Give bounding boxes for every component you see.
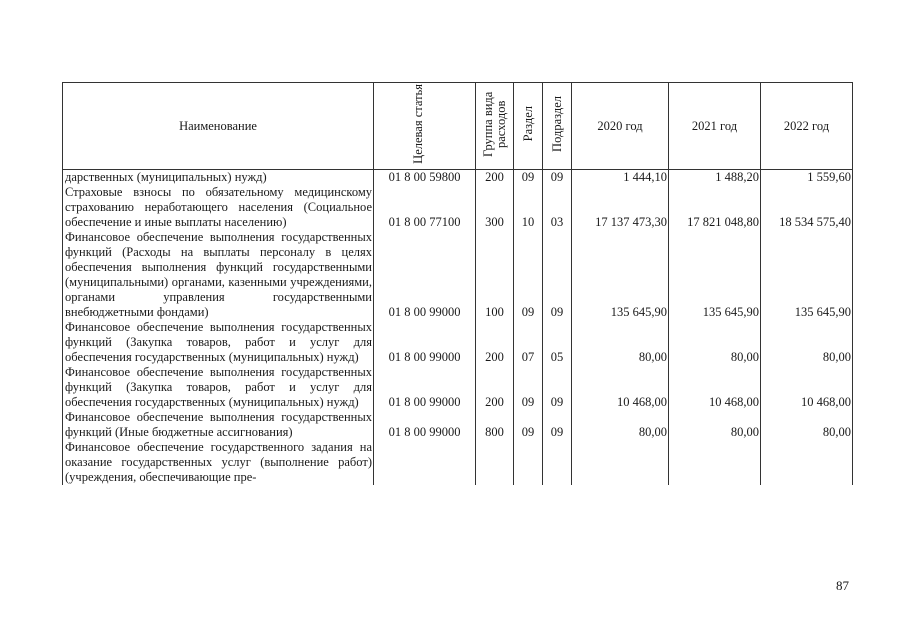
row-subsection: 09 <box>543 230 572 320</box>
row-target-article: 01 8 00 99000 <box>374 320 476 365</box>
row-value-2021 <box>669 440 761 485</box>
table-row <box>63 440 853 485</box>
header-target-article: Целевая статья <box>374 83 476 170</box>
row-name: дарственных (муниципальных) нужд) <box>63 170 374 186</box>
row-name: Финансовое обеспечение выполнения государственных функций (Расходы на выплаты персоналу в целях обеспечения выполнения функций государственными (муниципальными) органами, казенными учреждениями, органами управления государственными внебюджетными фондами) <box>63 230 374 320</box>
row-section: 09 <box>514 230 543 320</box>
row-value-2021: 10 468,00 <box>669 365 761 410</box>
row-value-2022: 18 534 575,40 <box>761 185 853 230</box>
row-subsection: 09 <box>543 170 572 186</box>
row-section: 07 <box>514 320 543 365</box>
row-expense-group: 800 <box>476 410 514 440</box>
row-expense-group: 100 <box>476 230 514 320</box>
row-name: Финансовое обеспечение выполнения государственных функций (Закупка товаров, работ и услуг для обеспечения государственных (муниципальных) нужд) <box>63 320 374 365</box>
row-expense-group <box>476 440 514 485</box>
table-header-row <box>63 83 853 170</box>
row-value-2021: 80,00 <box>669 320 761 365</box>
row-target-article <box>374 440 476 485</box>
row-section: 09 <box>514 170 543 186</box>
row-value-2022: 1 559,60 <box>761 170 853 186</box>
page-number: 87 <box>836 578 849 593</box>
header-2021: 2021 год <box>669 83 761 170</box>
row-section: 09 <box>514 410 543 440</box>
row-target-article: 01 8 00 99000 <box>374 365 476 410</box>
row-value-2022 <box>761 440 853 485</box>
row-value-2020: 10 468,00 <box>572 365 669 410</box>
row-value-2022: 80,00 <box>761 320 853 365</box>
row-subsection: 05 <box>543 320 572 365</box>
row-value-2020: 17 137 473,30 <box>572 185 669 230</box>
row-target-article: 01 8 00 99000 <box>374 410 476 440</box>
row-subsection: 03 <box>543 185 572 230</box>
row-subsection <box>543 440 572 485</box>
header-subsection: Подраздел <box>543 83 572 170</box>
table-row <box>63 230 853 320</box>
row-value-2020: 1 444,10 <box>572 170 669 186</box>
row-value-2020: 135 645,90 <box>572 230 669 320</box>
table-row <box>63 185 853 230</box>
header-2022: 2022 год <box>761 83 853 170</box>
row-target-article: 01 8 00 77100 <box>374 185 476 230</box>
row-section <box>514 440 543 485</box>
row-value-2021: 17 821 048,80 <box>669 185 761 230</box>
header-section: Раздел <box>514 83 543 170</box>
header-name: Наименование <box>63 83 374 170</box>
row-expense-group: 200 <box>476 170 514 186</box>
row-value-2021: 135 645,90 <box>669 230 761 320</box>
table-row <box>63 170 853 186</box>
row-value-2022: 10 468,00 <box>761 365 853 410</box>
row-section: 10 <box>514 185 543 230</box>
row-name: Страховые взносы по обязательному медицинскому страхованию неработающего населения (Социальное обеспечение и иные выплаты населению) <box>63 185 374 230</box>
row-target-article: 01 8 00 59800 <box>374 170 476 186</box>
row-value-2020: 80,00 <box>572 320 669 365</box>
row-subsection: 09 <box>543 365 572 410</box>
row-value-2021: 1 488,20 <box>669 170 761 186</box>
table-row <box>63 410 853 440</box>
row-value-2022: 135 645,90 <box>761 230 853 320</box>
table-row <box>63 320 853 365</box>
budget-table <box>62 82 853 485</box>
row-value-2021: 80,00 <box>669 410 761 440</box>
row-expense-group: 300 <box>476 185 514 230</box>
row-value-2020 <box>572 440 669 485</box>
row-expense-group: 200 <box>476 320 514 365</box>
row-section: 09 <box>514 365 543 410</box>
row-value-2020: 80,00 <box>572 410 669 440</box>
row-name: Финансовое обеспечение выполнения государственных функций (Иные бюджетные ассигнования) <box>63 410 374 440</box>
row-expense-group: 200 <box>476 365 514 410</box>
table-row <box>63 365 853 410</box>
row-name: Финансовое обеспечение выполнения государственных функций (Закупка товаров, работ и услуг для обеспечения государственных (муниципальных) нужд) <box>63 365 374 410</box>
row-value-2022: 80,00 <box>761 410 853 440</box>
row-name: Финансовое обеспечение государственного задания на оказание государственных услуг (выполнение работ) (учреждения, обеспечивающие пре- <box>63 440 374 485</box>
header-2020: 2020 год <box>572 83 669 170</box>
header-expense-group: Группа вида расходов <box>476 83 514 170</box>
row-subsection: 09 <box>543 410 572 440</box>
row-target-article: 01 8 00 99000 <box>374 230 476 320</box>
